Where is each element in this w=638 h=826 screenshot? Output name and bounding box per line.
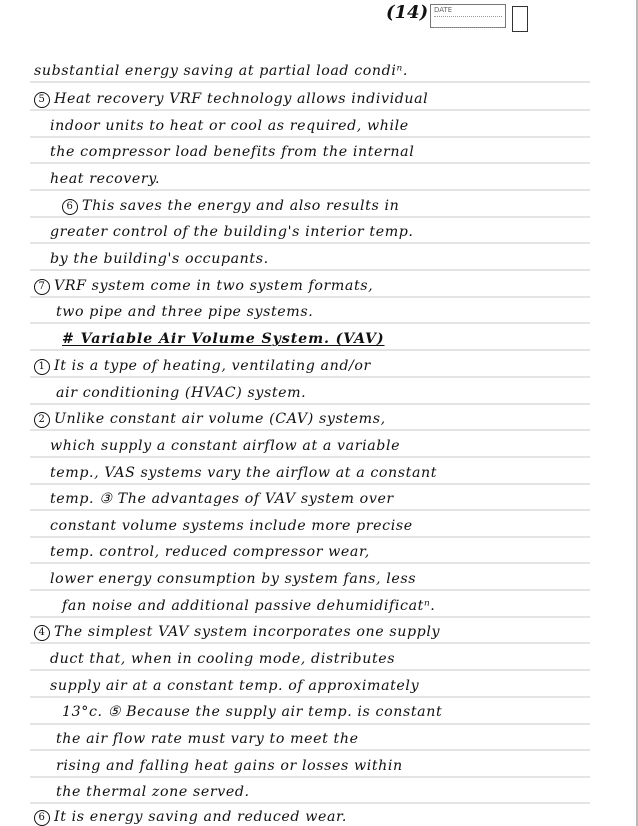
text-line: by the building's occupants. xyxy=(50,251,269,267)
point-marker: 4 xyxy=(34,625,50,641)
text-line: two pipe and three pipe systems. xyxy=(56,304,314,320)
text-line: duct that, when in cooling mode, distributes xyxy=(50,651,396,667)
point-marker: 1 xyxy=(34,359,50,375)
text-line: the compressor load benefits from the internal xyxy=(50,144,415,160)
text-line: which supply a constant airflow at a variable xyxy=(50,438,401,454)
text-line: temp. control, reduced compressor wear, xyxy=(50,544,370,560)
text-line: the thermal zone served. xyxy=(56,784,250,800)
text-line: constant volume systems include more precise xyxy=(50,518,413,534)
date-label: DATE xyxy=(434,6,453,14)
line-text: The simplest VAV system incorporates one supply xyxy=(54,624,441,640)
text-line: supply air at a constant temp. of approximately xyxy=(50,678,420,694)
date-box xyxy=(430,4,506,28)
text-line: air conditioning (HVAC) system. xyxy=(56,385,307,401)
point-marker: 2 xyxy=(34,412,50,428)
text-line xyxy=(34,357,371,375)
text-line xyxy=(34,90,428,108)
text-line xyxy=(34,808,347,826)
corner-box xyxy=(512,6,528,32)
text-line xyxy=(62,197,399,215)
line-text: It is energy saving and reduced wear. xyxy=(54,809,347,825)
line-text: Unlike constant air volume (CAV) systems, xyxy=(54,411,386,427)
text-line: fan noise and additional passive dehumidificatⁿ. xyxy=(62,598,436,614)
line-text: VRF system come in two system formats, xyxy=(54,278,374,294)
point-marker: 6 xyxy=(62,199,78,215)
text-line: greater control of the building's interior temp. xyxy=(50,224,414,240)
text-line: heat recovery. xyxy=(50,171,161,187)
text-line: indoor units to heat or cool as required, while xyxy=(50,118,409,134)
point-marker: 6 xyxy=(34,810,50,826)
text-line xyxy=(34,410,386,428)
text-line: temp. ③ The advantages of VAV system over xyxy=(50,491,394,507)
text-line: rising and falling heat gains or losses within xyxy=(56,758,403,774)
line-text: This saves the energy and also results in xyxy=(82,198,400,214)
text-line xyxy=(34,277,373,295)
line-text: Heat recovery VRF technology allows individual xyxy=(54,91,429,107)
text-line: 13°c. ⑤ Because the supply air temp. is constant xyxy=(62,704,443,720)
text-line: substantial energy saving at partial load condiⁿ. xyxy=(34,63,408,79)
section-heading: # Variable Air Volume System. (VAV) xyxy=(62,331,385,347)
text-line: lower energy consumption by system fans, less xyxy=(50,571,417,587)
text-line: the air flow rate must vary to meet the xyxy=(56,731,359,747)
point-marker: 7 xyxy=(34,279,50,295)
text-line xyxy=(34,623,440,641)
point-marker: 5 xyxy=(34,92,50,108)
text-line: temp., VAS systems vary the airflow at a constant xyxy=(50,465,438,481)
page-number: (14) xyxy=(386,2,429,23)
line-text: It is a type of heating, ventilating and/or xyxy=(54,358,371,374)
